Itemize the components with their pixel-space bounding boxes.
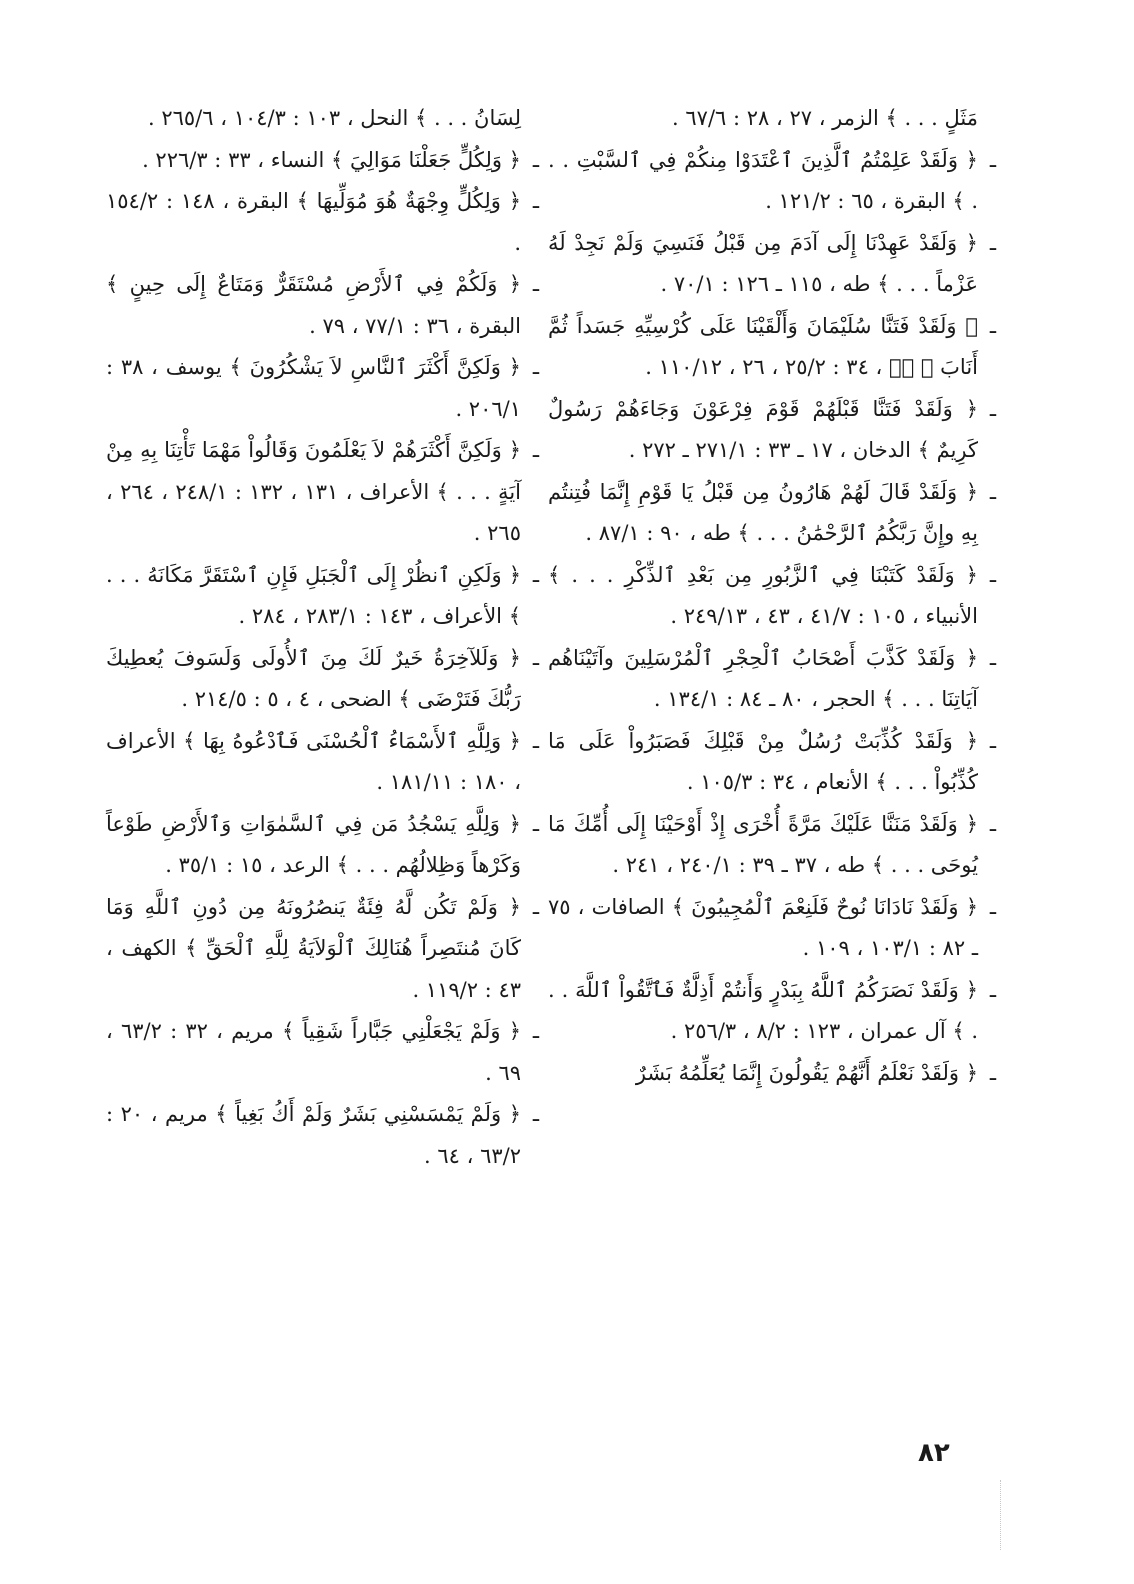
index-entry: ـ ﴿ وَلَقَدْ نَادَانَا نُوحٌ فَلَنِعْمَ ٱلْمُجِيبُونَ ﴾ الصافات ، ٧٥ ـ ٨٢ : ١٠٣/١ ، ١٠٩ .	[548, 887, 978, 970]
entry-dash: ـ	[532, 147, 539, 172]
index-entry: ـ ﴿ وَلِكُلٍّ جَعَلْنَا مَوَالِيَ ﴾ النساء ، ٣٣ : ٢٢٦/٣ .	[106, 140, 521, 182]
entry-dash: ـ	[532, 894, 539, 919]
index-entry: ـ ﴿ وَلَقَدْ كَتَبْنَا فِي ٱلزَّبُورِ مِن بَعْدِ ٱلذِّكْرِ . . . ﴾ الأنبياء ، ١٠٥ : ٤١/٧ ، ٤٣ ، ٢٤٩/١٣ .	[548, 555, 978, 638]
entry-dash: ـ	[989, 147, 996, 172]
index-entry: ـ ﴿ وَلَكِنِ ٱنظُرْ إِلَى ٱلْجَبَلِ فَإِنِ ٱسْتَقَرَّ مَكَانَهُ . . . ﴾ الأعراف ، ١٤٣ : ٢٨٣/١ ، ٢٨٤ .	[106, 555, 521, 638]
entry-dash: ـ	[989, 313, 996, 338]
index-entry: مَثَلٍ . . . ﴾ الزمر ، ٢٧ ، ٢٨ : ٦٧/٦ .	[672, 106, 978, 130]
entry-dash: ـ	[532, 728, 539, 753]
entry-dash: ـ	[989, 728, 996, 753]
left-column	[106, 98, 539, 1177]
entry-dash: ـ	[532, 1102, 539, 1126]
index-entry: ـ ﴿ وَلَمْ يَجْعَلْنِي جَبَّاراً شَقِياً ﴾ مريم ، ٣٢ : ٦٣/٢ ، ٦٩ .	[106, 1011, 521, 1094]
index-entry: ـ ﴿ وَلِكُلٍّ وِجْهَةٌ هُوَ مُوَلِّيهَا ﴾ البقرة ، ١٤٨ : ١٥٤/٢ .	[106, 181, 521, 264]
entry-dash: ـ	[989, 894, 996, 919]
entry-dash: ـ	[989, 811, 996, 836]
entry-dash: ـ	[989, 562, 996, 587]
entry-dash: ـ	[532, 355, 539, 379]
index-entry: ـ ﴿ وَلَكِنَّ أَكْثَرَ ٱلنَّاسِ لاَ يَشْكُرُونَ ﴾ يوسف ، ٣٨ : ٢٠٦/١ .	[106, 347, 521, 430]
index-entry: ـ ﴿ وَلَقَدْ كُذِّبَتْ رُسُلٌ مِنْ قَبْلِكَ فَصَبَرُواْ عَلَى مَا كُذِّبُواْ . . . ﴾ الأنعام ، ٣٤ : ١٠٥/٣ .	[548, 721, 978, 804]
index-entry: ـ ﴿ وَلَقَدْ عَلِمْتُمُ ٱلَّذِينَ ٱعْتَدَوْا مِنكُمْ فِي ٱلسَّبْتِ . . . ﴾ البقرة ، ٦٥ : ١٢١/٢ .	[548, 140, 978, 223]
index-entry: ـ ﴿ وَلَقَدْ فَتَنَّا سُلَيْمَانَ وَأَلْقَيْنَا عَلَى كُرْسِيِّهِ جَسَداً ثُمَّ أَنَابَ ﴾ صۤ ، ٣٤ : ٢٥/٢ ، ٢٦ ، ١١٠/١٢ .	[548, 306, 978, 389]
entry-dash: ـ	[989, 230, 996, 255]
right-column	[548, 98, 996, 1094]
entry-dash: ـ	[532, 272, 539, 296]
entry-dash: ـ	[532, 189, 539, 213]
index-entry: ـ ﴿ وَلَقَدْ فَتَنَّا قَبْلَهُمْ قَوْمَ فِرْعَوْنَ وَجَاءَهُمْ رَسُولٌ كَرِيمٌ ﴾ الدخان ، ١٧ ـ ٣٣ : ٢٧١/١ ـ ٢٧٢ .	[548, 389, 978, 472]
index-entry: ـ ﴿ وَلَكِنَّ أَكْثَرَهُمْ لاَ يَعْلَمُونَ وَقَالُواْ مَهْمَا تَأْتِنَا بِهِ مِنْ آيَةٍ . . . ﴾ الأعراف ، ١٣١ ، ١٣٢ : ٢٤٨/١ ، ٢٦٤ ، ٢٦٥ .	[106, 430, 521, 555]
entry-dash: ـ	[989, 977, 996, 1002]
entry-dash: ـ	[989, 645, 996, 670]
entry-dash: ـ	[532, 645, 539, 670]
index-entry: ـ ﴿ وَلَلآخِرَةُ خَيرٌ لَكَ مِنَ ٱلأُولَى وَلَسَوفَ يُعطِيكَ رَبُّكَ فَتَرْضَى ﴾ الضحى ، ٤ ، ٥ : ٢١٤/٥ .	[106, 638, 521, 721]
entry-dash: ـ	[989, 1060, 996, 1085]
index-entry: ـ ﴿ وَلَقَدْ كَذَّبَ أَصْحَابُ ٱلْحِجْرِ ٱلْمُرْسَلِينَ وآتَيْنَاهُم آيَاتِنَا . . . ﴾ الحجر ، ٨٠ ـ ٨٤ : ١٣٤/١ .	[548, 638, 978, 721]
index-entry: ـ ﴿ وَلَقَدْ نَعْلَمُ أَنَّهُمْ يَقُولُونَ إِنَّمَا يُعَلِّمُهُ بَشَرٌ	[548, 1053, 978, 1095]
index-entry: لِسَانُ . . . ﴾ النحل ، ١٠٣ : ١٠٤/٣ ، ٢٦٥/٦ .	[147, 106, 521, 130]
entry-dash: ـ	[989, 396, 996, 421]
page-number: ٨٢	[918, 1438, 950, 1468]
index-entry: ـ ﴿ وَلَقَدْ نَصَرَكُمُ ٱللَّهُ بِبَدْرٍ وَأَنتُمْ أَذِلَّةٌ فَٱتَّقُواْ ٱللَّهَ . . . ﴾ آل عمران ، ١٢٣ : ٨/٢ ، ٢٥٦/٣ .	[548, 970, 978, 1053]
entry-dash: ـ	[532, 1019, 539, 1043]
index-entry: ـ ﴿ وَلَقَدْ قَالَ لَهُمْ هَارُونُ مِن قَبْلُ يَا قَوْمِ إِنَّمَا فُتِنتُم بِهِ وإِنَّ رَبَّكُمُ ٱلرَّحْمَٰنُ . . . ﴾ طه ، ٩٠ : ٨٧/١ .	[548, 472, 978, 555]
index-entry: ـ ﴿ وَلَقَدْ عَهِدْنَا إِلَى آدَمَ مِن قَبْلُ فَنَسِيَ وَلَمْ نَجِدْ لَهُ عَزْماً . . . ﴾ طه ، ١١٥ ـ ١٢٦ : ٧٠/١ .	[548, 223, 978, 306]
entry-dash: ـ	[532, 438, 539, 462]
index-entry: ـ ﴿ وَلَكُمْ فِي ٱلأَرْضِ مُسْتَقَرٌّ وَمَتَاعٌ إِلَى حِينٍ ﴾ البقرة ، ٣٦ : ٧٧/١ ، ٧٩ .	[106, 264, 521, 347]
index-entry: ـ ﴿ وَلِلَّهِ ٱلأَسْمَاءُ ٱلْحُسْنَى فَٱدْعُوهُ بِهَا ﴾ الأعراف ، ١٨٠ : ١٨١/١١ .	[106, 721, 521, 804]
entry-dash: ـ	[532, 562, 539, 587]
index-entry: ـ ﴿ وَلَمْ يَمْسَسْنِي بَشَرٌ وَلَمْ أَكُ بَغِياً ﴾ مريم ، ٢٠ : ٦٣/٢ ، ٦٤ .	[106, 1094, 521, 1177]
margin-dotted-line	[1000, 1480, 1002, 1550]
index-entry: ـ ﴿ وَلَمْ تَكُن لَّهُ فِئَةٌ يَنصُرُونَهُ مِن دُونِ ٱللَّهِ وَمَا كَانَ مُنتَصِراً هُنَالِكَ ٱلْوَلاَيَةُ لِلَّهِ ٱلْحَقِّ ﴾ الكهف ، ٤٣ : ١١٩/٢ .	[106, 887, 521, 1012]
entry-dash: ـ	[989, 479, 996, 504]
index-entry: ـ ﴿ وَلَقَدْ مَنَنَّا عَلَيْكَ مَرَّةً أُخْرَى إِذْ أَوْحَيْنَا إِلَى أُمِّكَ مَا يُوحَى . . . ﴾ طه ، ٣٧ ـ ٣٩ : ٢٤٠/١ ، ٢٤١ .	[548, 804, 978, 887]
index-entry: ـ ﴿ وَلِلَّهِ يَسْجُدُ مَن فِي ٱلسَّمٰوَاتِ وَٱلأَرْضِ طَوْعاً وَكَرْهاً وَظِلالُهُم . . . ﴾ الرعد ، ١٥ : ٣٥/١ .	[106, 804, 521, 887]
entry-dash: ـ	[532, 811, 539, 836]
